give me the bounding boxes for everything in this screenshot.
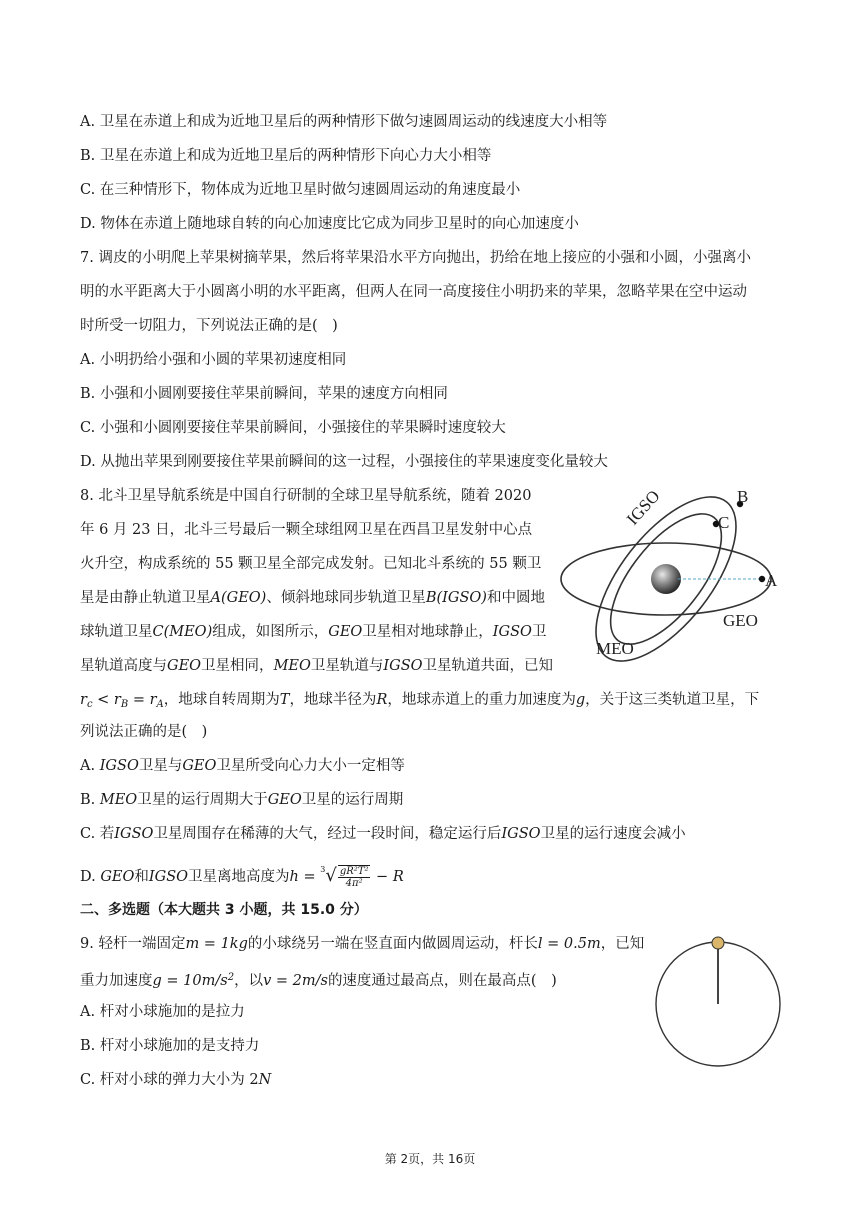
q7-stem-line-1: 7. 调皮的小明爬上苹果树摘苹果，然后将苹果沿水平方向抛出，扔给在地上接应的小强和小圆，小强离小 <box>80 250 751 266</box>
q6-option-d: D. 物体在赤道上随地球自转的向心加速度比它成为同步卫星时的向心加速度小 <box>80 216 579 232</box>
q7-stem-line-3: 时所受一切阻力，下列说法正确的是( ) <box>80 318 338 334</box>
q8-stem-line-1: 8. 北斗卫星导航系统是中国自行研制的全球卫星导航系统，随着 2020 <box>80 488 532 504</box>
label-igso: IGSO <box>622 486 664 529</box>
q9-option-b: B. 杆对小球施加的是支持力 <box>80 1038 260 1054</box>
q8-stem-line-6: 星轨道高度与GEO卫星相同，MEO卫星轨道与IGSO卫星轨道共面，已知 <box>80 658 554 674</box>
q7-option-b: B. 小强和小圆刚要接住苹果前瞬间，苹果的速度方向相同 <box>80 386 448 402</box>
q7-option-c: C. 小强和小圆刚要接住苹果前瞬间，小强接住的苹果瞬时速度较大 <box>80 420 506 436</box>
q8-stem-line-4: 星是由静止轨道卫星A(GEO)、倾斜地球同步轨道卫星B(IGSO)和中圆地 <box>80 590 545 606</box>
q6-option-a: A. 卫星在赤道上和成为近地卫星后的两种情形下做匀速圆周运动的线速度大小相等 <box>80 114 608 130</box>
earth <box>651 564 681 594</box>
label-a: A <box>765 571 778 590</box>
q8-stem-line-7: $r_c < r_B = r_A$，地球自转周期为T，地球半径为R，地球赤道上的重力加速度为g，关于这三类轨道卫星，下 <box>80 692 760 710</box>
q8-option-c: C. 若IGSO卫星周围存在稀薄的大气，经过一段时间，稳定运行后IGSO卫星的运行速度会减小 <box>80 826 686 842</box>
label-geo: GEO <box>723 611 758 630</box>
q9-option-c: C. 杆对小球的弹力大小为 2N <box>80 1072 272 1088</box>
q9-stem-line-1: 9. 轻杆一端固定m = 1kg的小球绕另一端在竖直面内做圆周运动，杆长l = 0.5m，已知 <box>80 936 645 952</box>
q7-option-d: D. 从抛出苹果到刚要接住苹果前瞬间的这一过程，小强接住的苹果速度变化量较大 <box>80 454 608 470</box>
orbit-diagram <box>556 480 788 670</box>
q8-option-a: A. IGSO卫星与GEO卫星所受向心力大小一定相等 <box>80 758 405 774</box>
label-meo: MEO <box>596 639 634 658</box>
section-heading: 二、多选题（本大题共 3 小题，共 15.0 分） <box>80 902 368 918</box>
q6-option-b: B. 卫星在赤道上和成为近地卫星后的两种情形下向心力大小相等 <box>80 148 492 164</box>
page-footer: 第 2页，共 16页 <box>384 1152 476 1166</box>
q9-stem-line-2: 重力加速度$g = 10m/s^2$，以v = 2m/s的速度通过最高点，则在最高点( ) <box>80 972 557 989</box>
q7-option-a: A. 小明扔给小强和小圆的苹果初速度相同 <box>80 352 347 368</box>
q8-option-b: B. MEO卫星的运行周期大于GEO卫星的运行周期 <box>80 792 404 808</box>
q8-stem-line-3: 火升空，构成系统的 55 颗卫星全部完成发射。已知北斗系统的 55 颗卫 <box>80 556 542 572</box>
rod-ball-diagram <box>650 930 786 1070</box>
label-b: B <box>737 487 749 506</box>
q8-stem-line-5: 球轨道卫星C(MEO)组成，如图所示，GEO卫星相对地球静止，IGSO卫 <box>80 624 547 640</box>
q8-option-d: D. GEO和IGSO卫星离地高度为h = $^3$√ $\frac{\text{gR²T²}}{\text{4π²}}$ − R <box>80 865 404 889</box>
ball <box>712 937 724 949</box>
q6-option-c: C. 在三种情形下，物体成为近地卫星时做匀速圆周运动的角速度最小 <box>80 182 521 198</box>
label-c: C <box>718 513 730 532</box>
q9-option-a: A. 杆对小球施加的是拉力 <box>80 1004 245 1020</box>
q7-stem-line-2: 明的水平距离大于小圆离小明的水平距离，但两人在同一高度接住小明扔来的苹果，忽略苹果在空中运动 <box>80 284 747 300</box>
q8-stem-line-2: 年 6 月 23 日，北斗三号最后一颗全球组网卫星在西昌卫星发射中心点 <box>80 522 533 538</box>
q8-stem-line-8: 列说法正确的是( ) <box>80 724 208 740</box>
